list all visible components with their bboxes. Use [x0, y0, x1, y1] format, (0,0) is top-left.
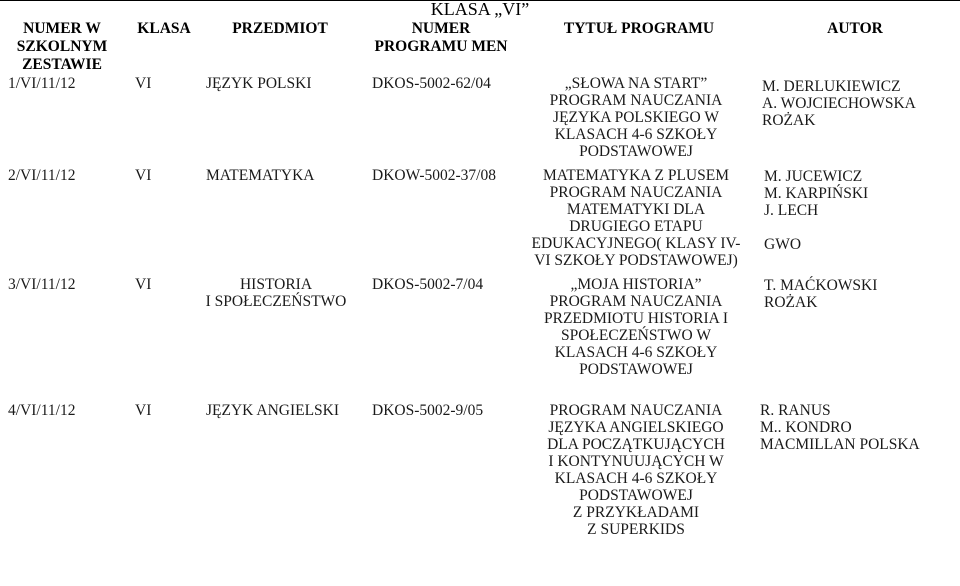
row1-tytul: „SŁOWA NA START” PROGRAM NAUCZANIA JĘZYKA POLSKIEGO W KLASACH 4-6 SZKOŁY PODSTAWOWEJ — [549, 75, 723, 161]
header-numer-programu: NUMER PROGRAMU MEN — [374, 20, 508, 55]
header-tytul: TYTUŁ PROGRAMU — [563, 20, 715, 37]
row4-tytul: PROGRAM NAUCZANIA JĘZYKA ANGIELSKIEGO DLA POCZĄTKUJĄCYCH I KONTYNUUJĄCYCH W KLASACH 4-6 SZKOŁY PODSTAWOWEJ Z PRZYKŁADAMI Z SUPERKIDS — [547, 402, 725, 539]
row4-przedmiot: JĘZYK ANGIELSKI — [206, 402, 340, 419]
row4-autor: R. RANUS M.. KONDRO MACMILLAN POLSKA — [760, 402, 920, 454]
row4-klasa: VI — [135, 402, 152, 419]
row3-przedmiot: HISTORIA I SPOŁECZEŃSTWO — [205, 276, 347, 311]
row2-numer-programu: DKOW-5002-37/08 — [372, 167, 496, 184]
row3-autor: T. MAĆKOWSKI ROŻAK — [764, 277, 878, 312]
row1-przedmiot: JĘZYK POLSKI — [206, 75, 312, 92]
row2-numer: 2/VI/11/12 — [8, 167, 76, 184]
row2-przedmiot: MATEMATYKA — [206, 167, 315, 184]
page-title: KLASA „VI” — [430, 0, 530, 19]
header-numer: NUMER W SZKOLNYM ZESTAWIE — [16, 20, 108, 73]
row2-klasa: VI — [135, 167, 152, 184]
header-autor: AUTOR — [827, 20, 883, 37]
row4-numer-programu: DKOS-5002-9/05 — [372, 402, 484, 419]
row1-numer: 1/VI/11/12 — [8, 75, 76, 92]
row3-numer-programu: DKOS-5002-7/04 — [372, 276, 484, 293]
row3-tytul: „MOJA HISTORIA” PROGRAM NAUCZANIA PRZEDMIOTU HISTORIA I SPOŁECZEŃSTWO W KLASACH 4-6 SZKOŁY PODSTAWOWEJ — [544, 276, 728, 379]
row4-numer: 4/VI/11/12 — [8, 402, 76, 419]
header-klasa: KLASA — [137, 20, 191, 37]
row3-numer: 3/VI/11/12 — [8, 276, 76, 293]
header-przedmiot: PRZEDMIOT — [232, 20, 328, 37]
row3-klasa: VI — [135, 276, 152, 293]
row1-klasa: VI — [135, 75, 152, 92]
row2-autor: M. JUCEWICZ M. KARPIŃSKI J. LECH GWO — [764, 168, 869, 254]
row1-autor: M. DERLUKIEWICZ A. WOJCIECHOWSKA ROŻAK — [762, 78, 916, 130]
row2-tytul: MATEMATYKA Z PLUSEM PROGRAM NAUCZANIA MATEMATYKI DLA DRUGIEGO ETAPU EDUKACYJNEGO( KLASY IV- VI SZKOŁY PODSTAWOWEJ) — [531, 167, 741, 270]
row1-numer-programu: DKOS-5002-62/04 — [372, 75, 491, 92]
